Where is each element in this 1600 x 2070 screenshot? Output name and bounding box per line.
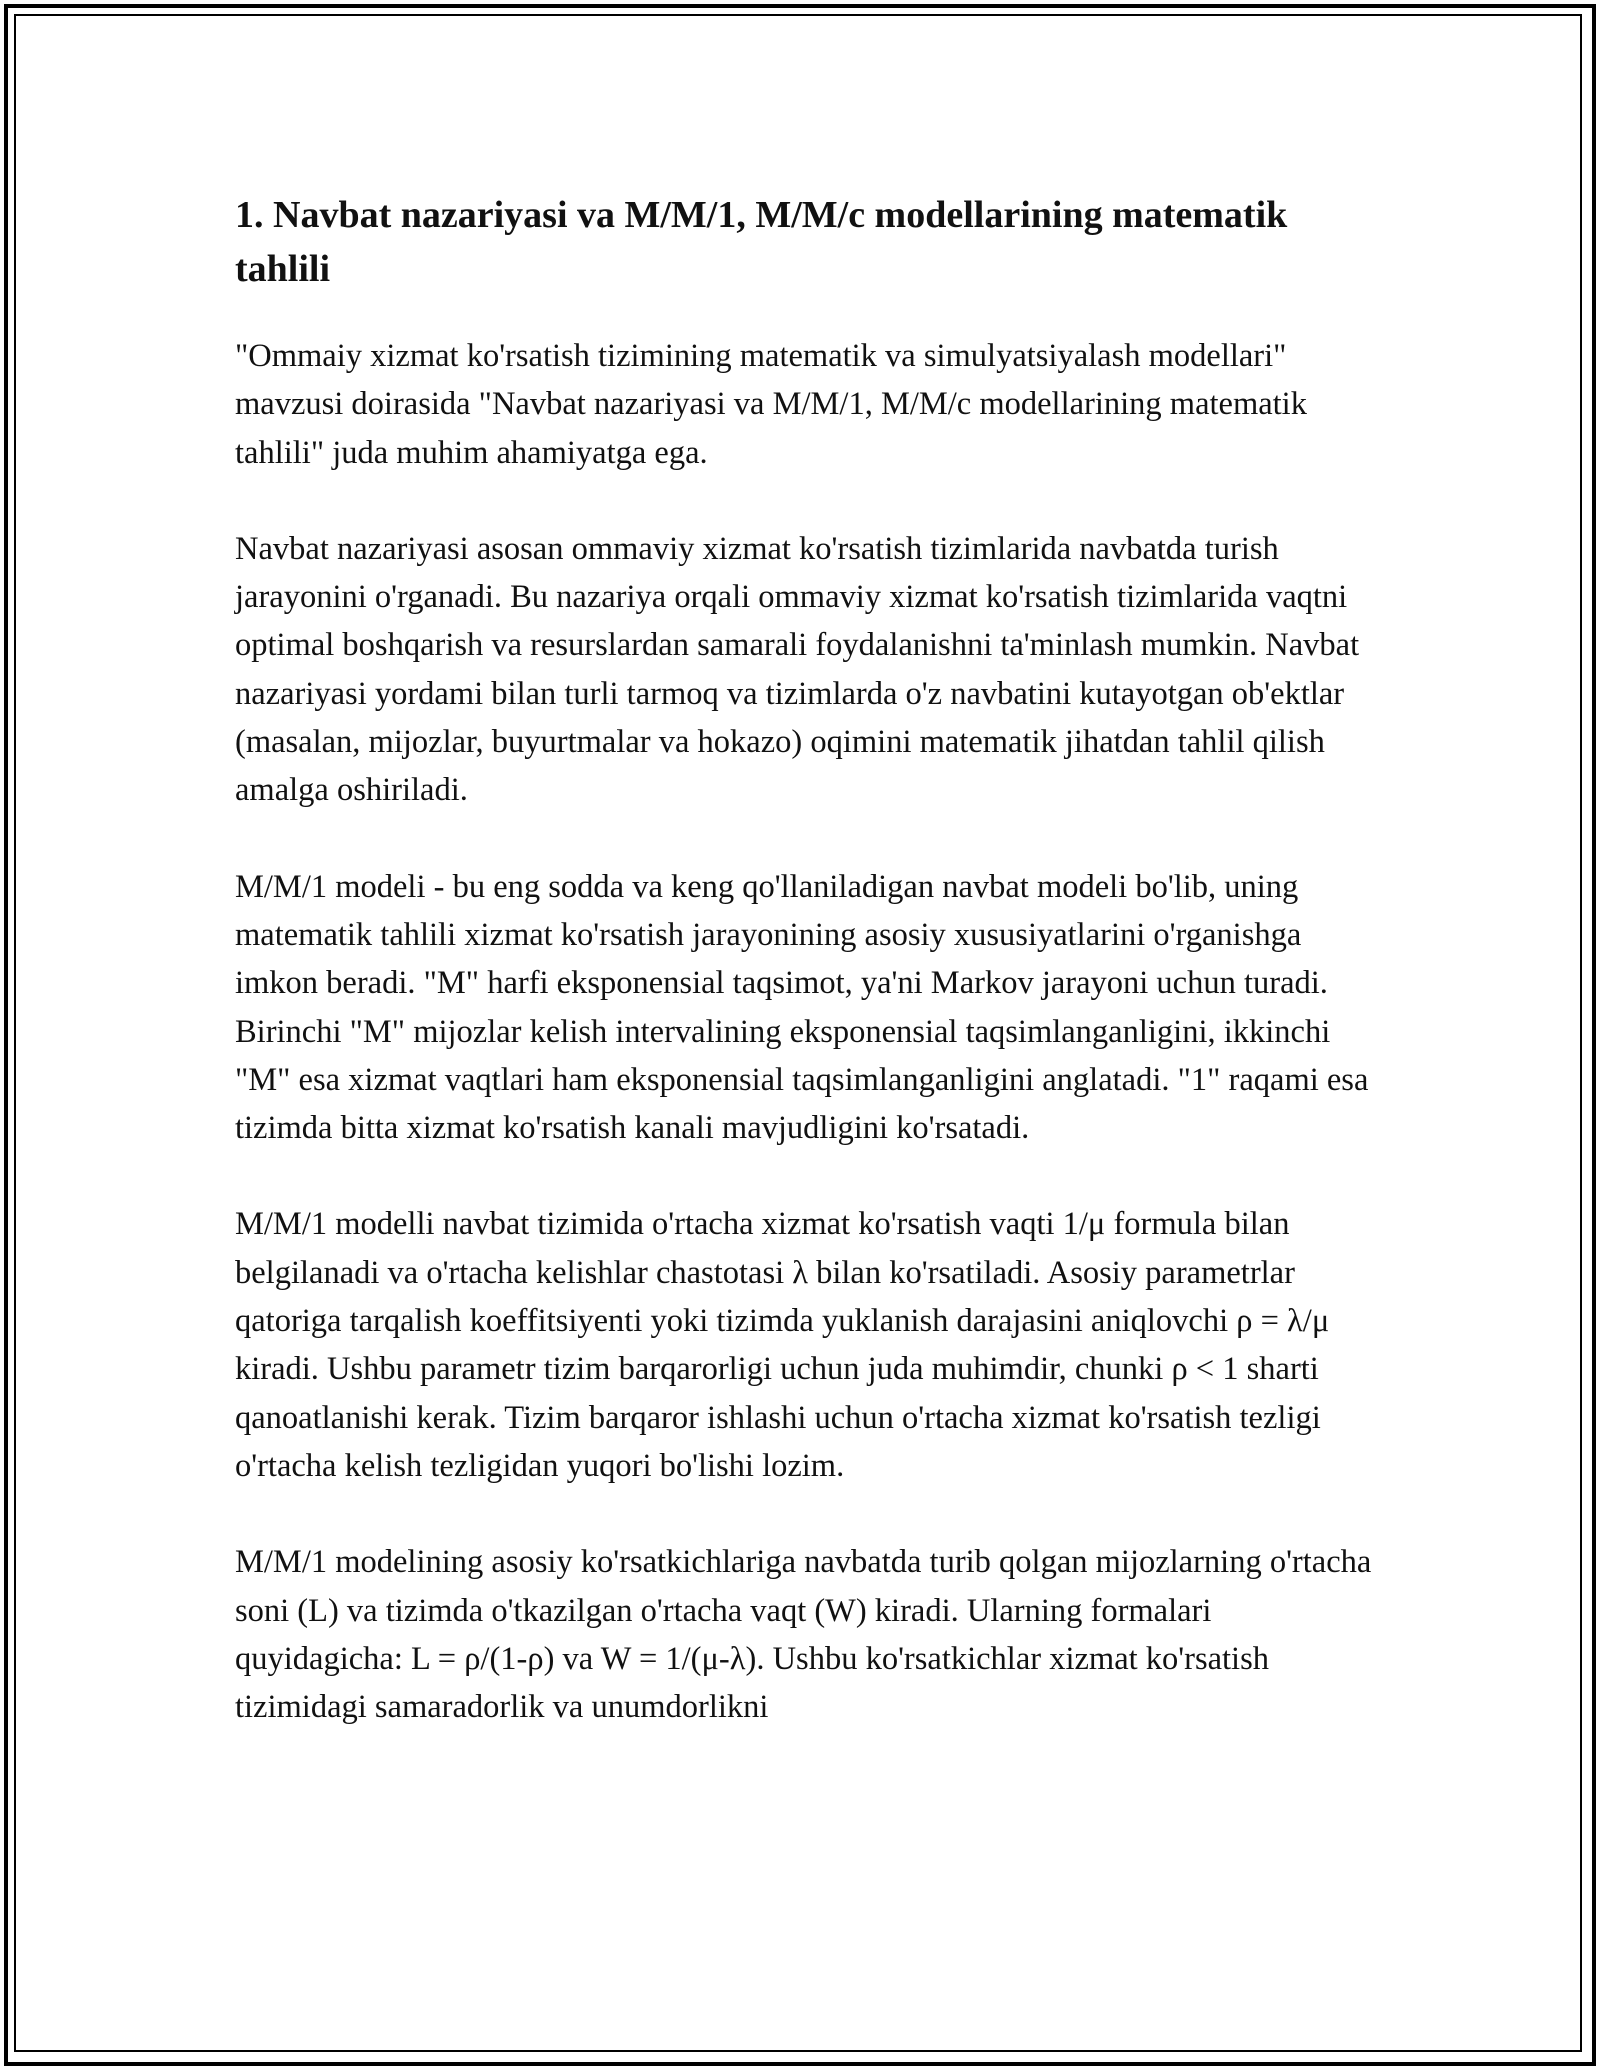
paragraph-mm1-model: M/M/1 modeli - bu eng sodda va keng qo'llaniladigan navbat modeli bo'lib, uning matematik tahlili xizmat ko'rsatish jarayonining asosiy xususiyatlarini o'rganishga imkon beradi. "M" harfi eksponensial taqsimot, ya'ni Markov jarayoni uchun turadi. Birinchi "M" mijozlar kelish intervalining eksponensial taqsimlanganligini, ikkinchi "M" esa xizmat vaqtlari ham eksponensial taqsimlanganligini anglatadi. "1" raqami esa tizimda bitta xizmat ko'rsatish kanali mavjudligini ko'rsatadi. <box>235 868 1369 1147</box>
document-body <box>235 188 1375 1779</box>
paragraph-queue-theory: Navbat nazariyasi asosan ommaviy xizmat ko'rsatish tizimlarida navbatda turish jarayonini o'rganadi. Bu nazariya orqali ommaviy xizmat ko'rsatish tizimlarida vaqtni optimal boshqarish va resurslardan samarali foydalanishni ta'minlash mumkin. Navbat nazariyasi yordami bilan turli tarmoq va tizimlarda o'z navbatini kutayotgan ob'ektlar (masalan, mijozlar, buyurtmalar va hokazo) oqimini matematik jihatdan tahlil qilish amalga oshiriladi. <box>235 530 1360 809</box>
paragraph-mm1-parameters: M/M/1 modelli navbat tizimida o'rtacha xizmat ko'rsatish vaqti 1/μ formula bilan belgilanadi va o'rtacha kelishlar chastotasi λ bilan ko'rsatiladi. Asosiy parametrlar qatoriga tarqalish koeffitsiyenti yoki tizimda yuklanish darajasini aniqlovchi ρ = λ/μ kiradi. Ushbu parametr tizim barqarorligi uchun juda muhimdir, chunki ρ < 1 sharti qanoatlanishi kerak. Tizim barqaror ishlashi uchun o'rtacha xizmat ko'rsatish tezligi o'rtacha kelish tezligidan yuqori bo'lishi lozim. <box>235 1206 1330 1484</box>
paragraph-mm1-indicators: M/M/1 modelining asosiy ko'rsatkichlariga navbatda turib qolgan mijozlarning o'rtacha soni (L) va tizimda o'tkazilgan o'rtacha vaqt (W) kiradi. Ularning formalari quyidagicha: L = ρ/(1-ρ) va W = 1/(μ-λ). Ushbu ko'rsatkichlar xizmat ko'rsatish tizimidagi samaradorlik va unumdorlikni <box>235 1544 1372 1726</box>
paragraph-intro: "Ommaiy xizmat ko'rsatish tizimining matematik va simulyatsiyalash modellari" mavzusi doirasida "Navbat nazariyasi va M/M/1, M/M/c modellarining matematik tahlili" juda muhim ahamiyatga ega. <box>235 338 1307 471</box>
section-heading: 1. Navbat nazariyasi va M/M/1, M/M/c modellarining matematik tahlili <box>235 194 1288 290</box>
